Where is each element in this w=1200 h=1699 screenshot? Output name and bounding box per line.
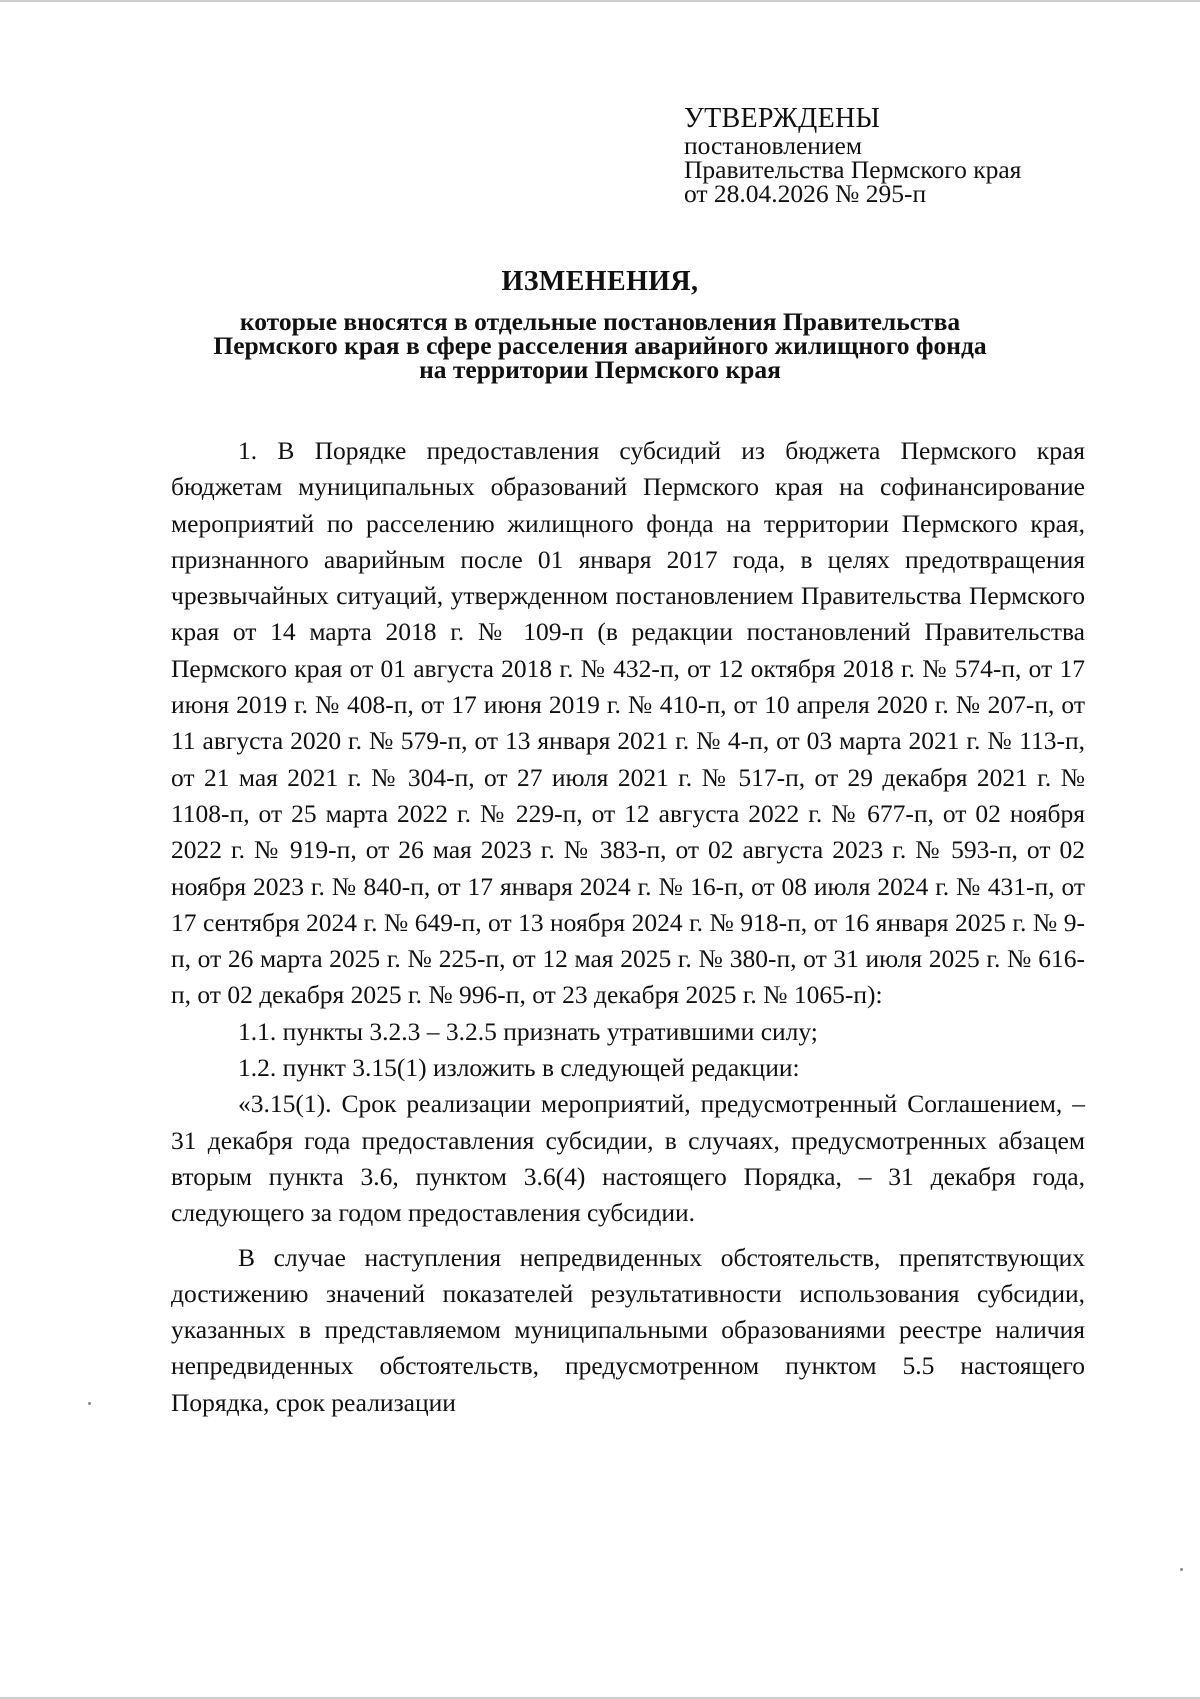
approval-line-3: Правительства Пермского края <box>684 155 1022 184</box>
title-subtitle-line-3: на территории Пермского края <box>419 355 781 384</box>
document-title <box>150 268 1050 382</box>
paragraph-unforeseen-circumstances: В случае наступления непредвиденных обстоятельств, препятствующих достижению значений показателей результативности использования субсидии, указанных в представляемом муниципальными образованиями реестре наличия непредвиденных обстоятельств, предусмотренном пунктом 5.5 настоящего Порядка, срок реализации <box>171 1242 1085 1417</box>
paragraph-1-2: 1.2. пункт 3.15(1) изложить в следующей редакции: <box>238 1053 800 1083</box>
title-main: ИЗМЕНЕНИЯ, <box>501 266 699 297</box>
scan-speck <box>1180 1568 1183 1571</box>
approval-line-2: постановлением <box>684 131 863 160</box>
document-body <box>171 433 1085 1421</box>
paragraph-3-15-1: «3.15(1). Срок реализации мероприятий, предусмотренный Соглашением, – 31 декабря года предоставления субсидии, в случаях, предусмотренных абзацем вторым пункта 3.6, пунктом 3.6(4) настоящего Порядка, – 31 декабря года, следующего за годом предоставления субсидии. <box>171 1089 1085 1228</box>
approval-stamp-block <box>684 104 1154 206</box>
approval-heading: УТВЕРЖДЕНЫ <box>684 103 881 134</box>
paragraph-1-1: 1.1. пункты 3.2.3 – 3.2.5 признать утратившими силу; <box>238 1016 818 1046</box>
approval-line-4: от 28.04.2026 № 295-п <box>684 179 927 208</box>
scan-edge-top <box>0 0 1200 2</box>
scan-speck <box>88 1402 91 1405</box>
paragraph-1: 1. В Порядке предоставления субсидий из бюджета Пермского края бюджетам муниципальных образований Пермского края на софинансирование мероприятий по расселению жилищного фонда на территории Пермского края, признанного аварийным после 01 января 2017 года, в целях предотвращения чрезвычайных ситуаций, утвержденном постановлением Правительства Пермского края от 14 марта 2018 г. № 109-п (в редакции постановлений Правительства Пермского края от 01 августа 2018 г. № 432-п, от 12 октября 2018 г. № 574-п, от 17 июня 2019 г. № 408-п, от 17 июня 2019 г. № 410-п, от 10 апреля 2020 г. № 207-п, от 11 августа 2020 г. № 579-п, от 13 января 2021 г. № 4-п, от 03 марта 2021 г. № 113-п, от 21 мая 2021 г. № 304-п, от 27 июля 2021 г. № 517-п, от 29 декабря 2021 г. № 1108-п, от 25 марта 2022 г. № 229-п, от 12 августа 2022 г. № 677-п, от 02 ноября 2022 г. № 919-п, от 26 мая 2023 г. № 383-п, от 02 августа 2023 г. № 593-п, от 02 ноября 2023 г. № 840-п, от 17 января 2024 г. № 16-п, от 08 июля 2024 г. № 431-п, от 17 сентября 2024 г. № 649-п, от 13 ноября 2024 г. № 918-п, от 16 января 2025 г. № 9-п, от 26 марта 2025 г. № 225-п, от 12 мая 2025 г. № 380-п, от 31 июля 2025 г. № 616-п, от 02 декабря 2025 г. № 996-п, от 23 декабря 2025 г. № 1065-п): <box>171 436 1085 1010</box>
title-subtitle-line-2: Пермского края в сфере расселения аварийного жилищного фонда <box>213 331 987 360</box>
title-subtitle-line-1: которые вносятся в отдельные постановления Правительства <box>239 307 961 336</box>
